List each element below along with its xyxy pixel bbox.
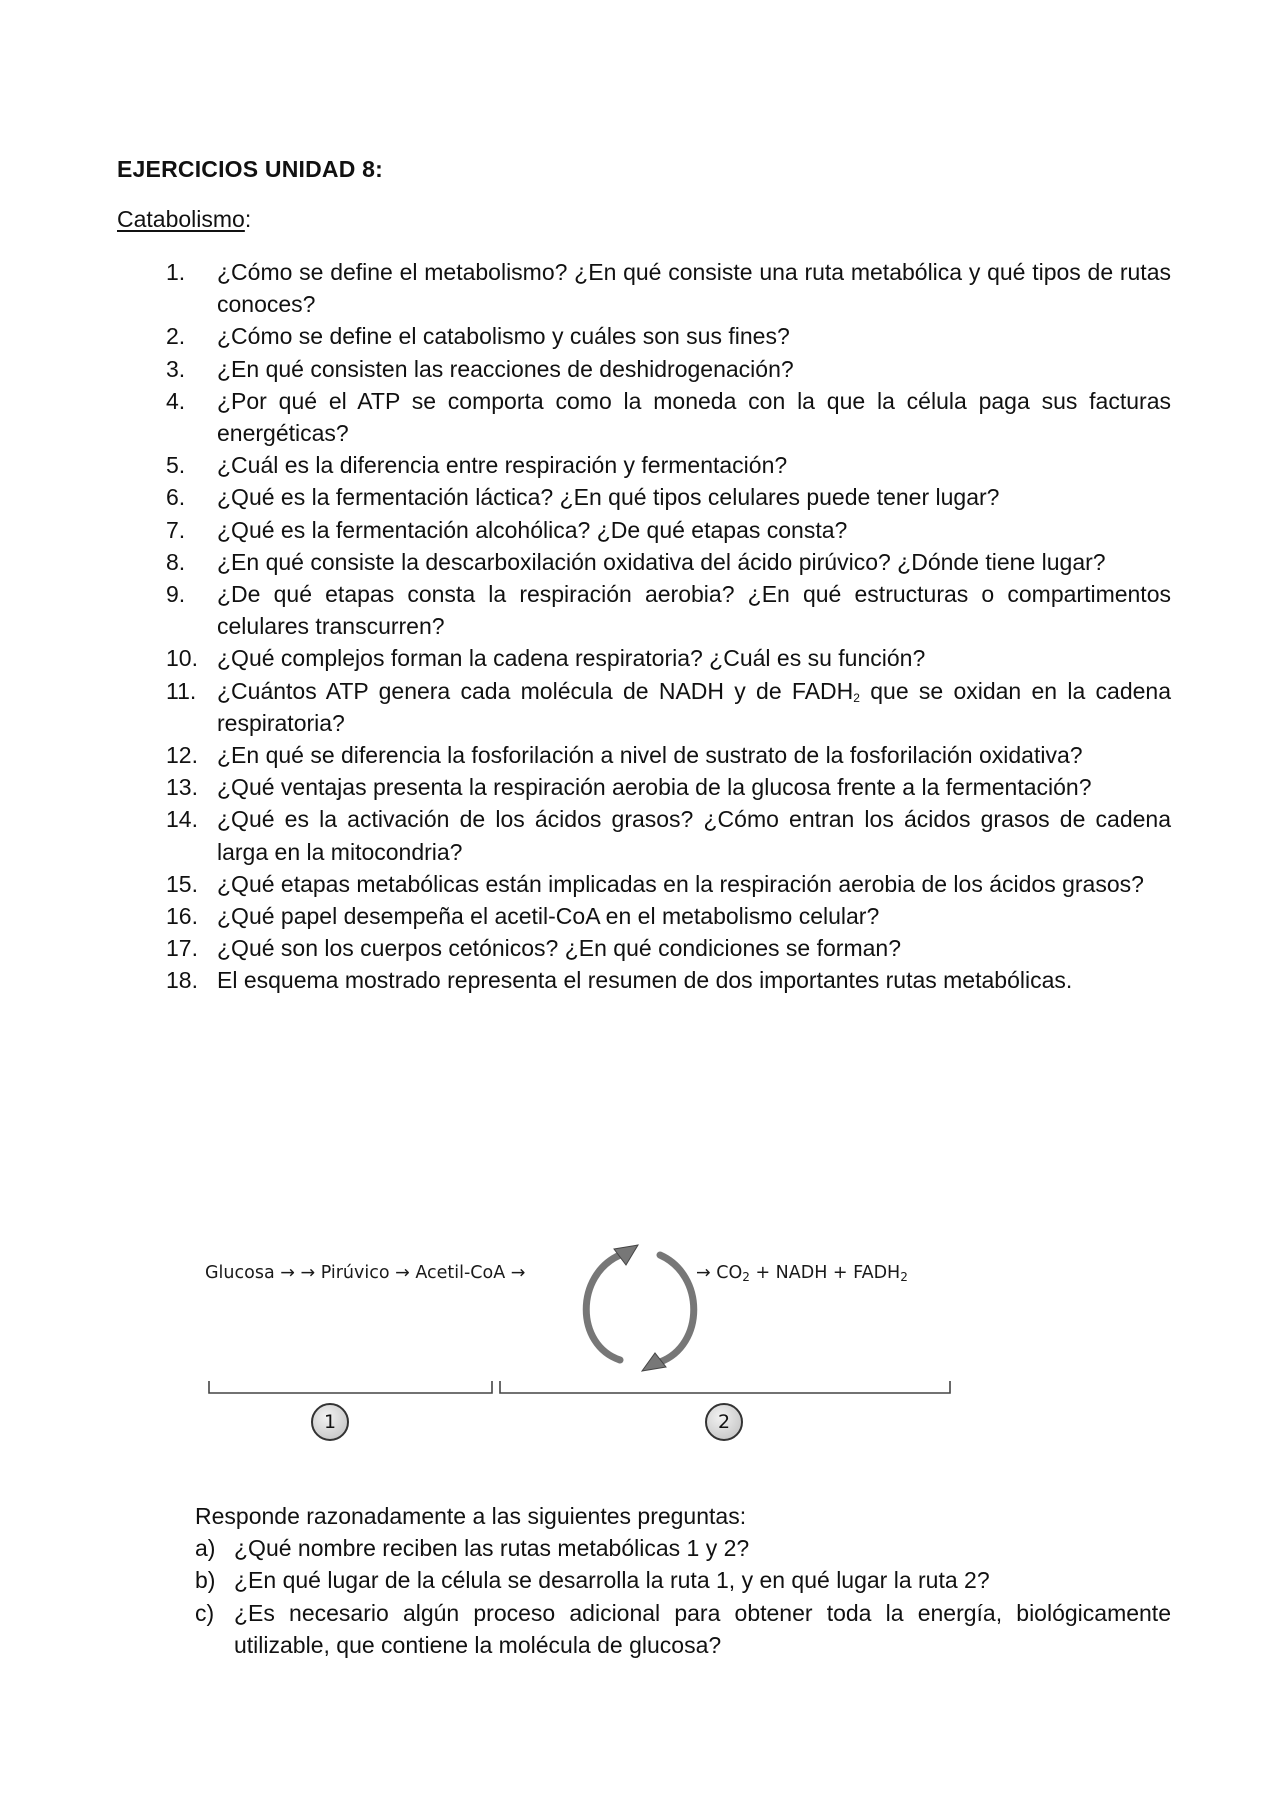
subquestion-item bbox=[195, 1532, 1171, 1564]
subscript: 2 bbox=[853, 690, 860, 705]
subquestion-item bbox=[195, 1597, 1171, 1661]
question-number: 11. bbox=[166, 677, 197, 704]
question-item bbox=[166, 385, 1171, 449]
pathway-right-text bbox=[696, 1263, 908, 1283]
document-title: EJERCICIOS UNIDAD 8: bbox=[117, 156, 383, 182]
question-item bbox=[166, 546, 1171, 578]
question-number: 14. bbox=[166, 806, 198, 833]
question-text: ¿Qué es la fermentación láctica? ¿En qué tipos celulares puede tener lugar? bbox=[217, 484, 1000, 511]
question-number: 1. bbox=[166, 259, 186, 285]
question-text bbox=[217, 678, 1171, 736]
question-item bbox=[166, 868, 1171, 900]
pathway-left-text: Glucosa → → Pirúvico → Acetil-CoA → bbox=[205, 1263, 526, 1283]
question-text: ¿Qué papel desempeña el acetil-CoA en el metabolismo celular? bbox=[217, 903, 880, 930]
question-number: 12. bbox=[166, 742, 198, 769]
question-item bbox=[166, 449, 1171, 481]
question-text: ¿Qué son los cuerpos cetónicos? ¿En qué condiciones se forman? bbox=[217, 935, 901, 962]
question-item bbox=[166, 964, 1171, 996]
subquestion-letter: a) bbox=[195, 1535, 216, 1562]
subquestion-text: ¿Es necesario algún proceso adicional para obtener toda la energía, biológicamente utilizable, que contiene la molécula de glucosa? bbox=[234, 1599, 1171, 1658]
subquestions-intro: Responde razonadamente a las siguientes preguntas: bbox=[195, 1503, 747, 1529]
question-item bbox=[166, 256, 1171, 320]
section-heading-label: Catabolismo bbox=[117, 206, 245, 232]
question-item bbox=[166, 481, 1171, 513]
question-item bbox=[166, 739, 1171, 771]
subquestion-text: ¿En qué lugar de la célula se desarrolla la ruta 1, y en qué lugar la ruta 2? bbox=[234, 1567, 990, 1594]
subquestion-letter: b) bbox=[195, 1567, 216, 1594]
question-text-part: ¿Cuántos ATP genera cada molécula de NADH y de FADH bbox=[217, 677, 854, 704]
question-number: 18. bbox=[166, 967, 198, 994]
subquestion-letter: c) bbox=[195, 1599, 215, 1626]
subquestions-block bbox=[195, 1500, 1171, 1661]
question-text: ¿De qué etapas consta la respiración aerobia? ¿En qué estructuras o compartimentos celulares transcurren? bbox=[217, 581, 1171, 640]
question-number: 3. bbox=[166, 355, 186, 382]
question-item bbox=[166, 320, 1171, 352]
question-number: 6. bbox=[166, 484, 186, 511]
metabolic-pathway-diagram bbox=[200, 1235, 970, 1450]
question-text: ¿En qué consiste la descarboxilación oxidativa del ácido pirúvico? ¿Dónde tiene lugar? bbox=[217, 548, 1106, 575]
question-text: El esquema mostrado representa el resumen de dos importantes rutas metabólicas. bbox=[217, 967, 1073, 994]
question-item bbox=[166, 803, 1171, 867]
question-text: ¿Qué complejos forman la cadena respiratoria? ¿Cuál es su función? bbox=[217, 645, 926, 672]
subscript: 2 bbox=[742, 1270, 750, 1284]
question-number: 17. bbox=[166, 935, 198, 962]
subscript: 2 bbox=[900, 1270, 908, 1284]
question-item bbox=[166, 642, 1171, 674]
bracket-route-2 bbox=[500, 1381, 950, 1393]
question-text: ¿Qué ventajas presenta la respiración aerobia de la glucosa frente a la fermentación? bbox=[217, 774, 1092, 801]
question-number: 8. bbox=[166, 548, 186, 575]
question-number: 16. bbox=[166, 903, 198, 930]
question-text-part: que se oxidan en la cadena respiratoria? bbox=[217, 677, 1171, 736]
question-item bbox=[166, 771, 1171, 803]
question-text: ¿Por qué el ATP se comporta como la moneda con la que la célula paga sus facturas energéticas? bbox=[217, 387, 1171, 447]
bracket-route-1 bbox=[209, 1381, 492, 1393]
question-text: ¿Cuál es la diferencia entre respiración y fermentación? bbox=[217, 452, 788, 479]
question-text: ¿En qué consisten las reacciones de deshidrogenación? bbox=[217, 355, 794, 382]
cycle-arrow-left bbox=[586, 1255, 620, 1360]
subquestion-text: ¿Qué nombre reciben las rutas metabólicas 1 y 2? bbox=[234, 1535, 750, 1562]
subquestion-item bbox=[195, 1564, 1171, 1596]
question-text: ¿Cómo se define el catabolismo y cuáles son sus fines? bbox=[217, 323, 790, 350]
pathway-right-part: + NADH + FADH bbox=[749, 1263, 901, 1283]
question-number: 10. bbox=[166, 645, 198, 672]
section-heading bbox=[117, 206, 251, 233]
cycle-arrow-right-head bbox=[642, 1353, 666, 1371]
cycle-arrow-right bbox=[660, 1255, 694, 1362]
question-number: 7. bbox=[166, 516, 186, 543]
question-item bbox=[166, 578, 1171, 642]
question-number: 4. bbox=[166, 387, 186, 414]
question-text: ¿Qué es la activación de los ácidos grasos? ¿Cómo entran los ácidos grasos de cadena larga en la mitocondria? bbox=[217, 806, 1171, 865]
route-1-label: 1 bbox=[311, 1403, 349, 1441]
question-number: 13. bbox=[166, 774, 198, 801]
question-item bbox=[166, 514, 1171, 546]
question-item bbox=[166, 675, 1171, 739]
section-heading-colon: : bbox=[244, 206, 252, 232]
question-text: ¿En qué se diferencia la fosforilación a nivel de sustrato de la fosforilación oxidativa? bbox=[217, 742, 1083, 769]
question-item bbox=[166, 353, 1171, 385]
question-text: ¿Cómo se define el metabolismo? ¿En qué consiste una ruta metabólica y qué tipos de rutas conoces? bbox=[217, 259, 1171, 318]
question-number: 9. bbox=[166, 581, 186, 608]
pathway-right-part: → CO bbox=[696, 1263, 743, 1283]
question-number: 2. bbox=[166, 323, 186, 350]
question-item bbox=[166, 900, 1171, 932]
question-number: 5. bbox=[166, 452, 186, 479]
question-number: 15. bbox=[166, 870, 198, 897]
route-2-label: 2 bbox=[705, 1403, 743, 1441]
question-list bbox=[166, 256, 1171, 997]
question-item bbox=[166, 932, 1171, 964]
subquestion-list bbox=[195, 1532, 1171, 1661]
question-text: ¿Qué es la fermentación alcohólica? ¿De qué etapas consta? bbox=[217, 516, 848, 543]
question-text: ¿Qué etapas metabólicas están implicadas en la respiración aerobia de los ácidos grasos? bbox=[217, 870, 1144, 897]
